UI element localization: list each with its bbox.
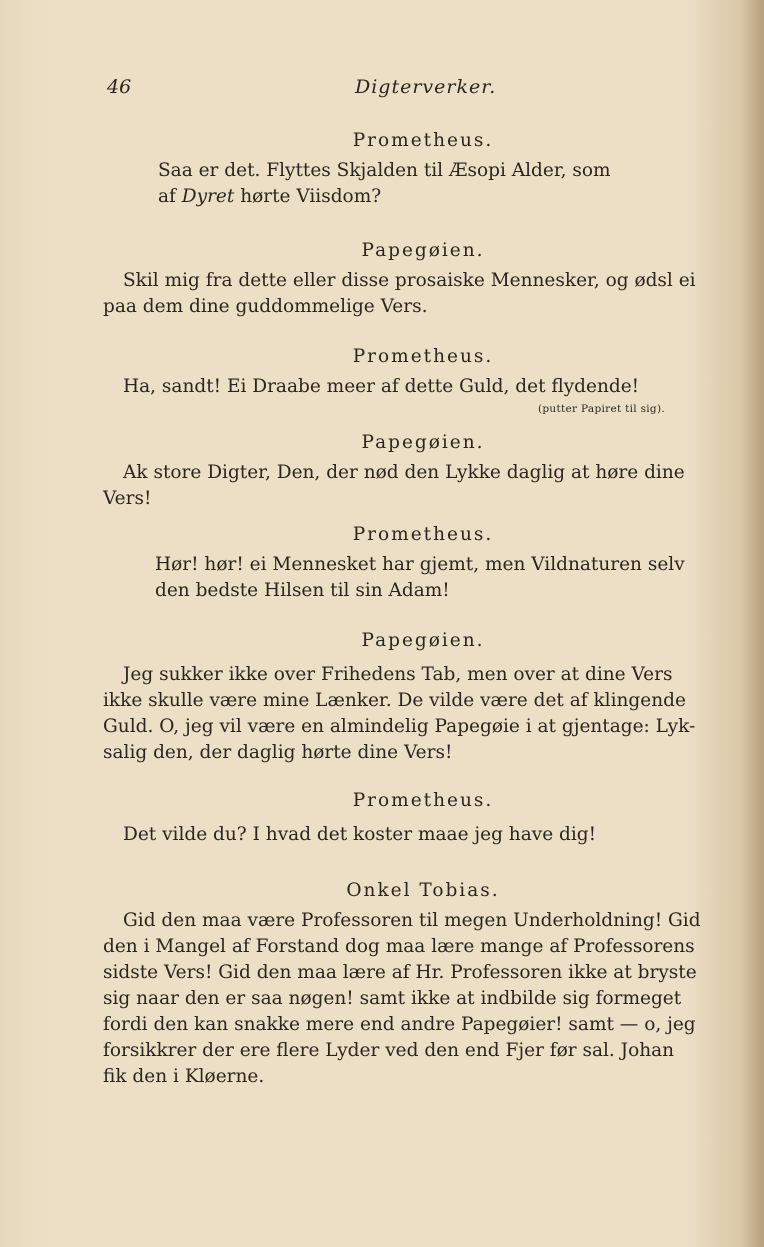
stage-direction: (putter Papiret til sig). <box>538 403 665 415</box>
speech-text <box>103 158 743 210</box>
speech-text <box>103 908 743 1090</box>
speech-text <box>103 822 743 848</box>
speech-line: Hør! hør! ei Mennesket har gjemt, men Vildnaturen selv <box>155 554 685 575</box>
speaker-heading: Prometheus. <box>352 524 494 545</box>
speech-line: den i Mangel af Forstand dog maa lære mange af Professorens <box>103 936 695 957</box>
page-header <box>0 76 764 102</box>
speech-word: hørte Viisdom? <box>240 186 382 207</box>
speaker-heading: Papegøien. <box>361 630 485 651</box>
speech-text <box>103 374 743 400</box>
speaker-heading: Prometheus. <box>352 790 494 811</box>
page-number: 46 <box>107 76 132 98</box>
speech-line: Ak store Digter, Den, der nød den Lykke daglig at høre dine <box>123 462 685 483</box>
speaker-heading: Papegøien. <box>361 240 485 261</box>
italic-word: Dyret <box>181 186 235 207</box>
speech-line: Vers! <box>103 488 152 509</box>
speech-line: sig naar den er saa nøgen! samt ikke at indbilde sig formeget <box>103 988 682 1009</box>
speech-text <box>103 552 743 604</box>
speech-text <box>103 460 743 512</box>
speech-line: Gid den maa være Professoren til megen Underholdning! Gid <box>123 910 701 931</box>
speaker-heading: Prometheus. <box>352 346 494 367</box>
speech-line: Jeg sukker ikke over Frihedens Tab, men over at dine Vers <box>123 664 673 685</box>
speech-word: af <box>158 186 176 207</box>
speech-line: Skil mig fra dette eller disse prosaiske Mennesker, og ødsl ei <box>123 270 696 291</box>
speech-line: Saa er det. Flyttes Skjalden til Æsopi Alder, som <box>158 160 611 181</box>
speech-line: ikke skulle være mine Lænker. De vilde være det af klingende <box>103 690 686 711</box>
speech-line: den bedste Hilsen til sin Adam! <box>155 580 450 601</box>
speech-line: Guld. O, jeg vil være en almindelig Papegøie i at gjentage: Lyk- <box>103 716 696 737</box>
speech-text <box>103 662 743 766</box>
speech-line: salig den, der daglig hørte dine Vers! <box>103 742 453 763</box>
speech-line: Det vilde du? I hvad det koster maae jeg have dig! <box>123 824 597 845</box>
speech-text <box>103 268 743 320</box>
speech-line: sidste Vers! Gid den maa lære af Hr. Professoren ikke at bryste <box>103 962 697 983</box>
speech-line: fordi den kan snakke mere end andre Papegøier! samt — o, jeg <box>103 1014 696 1035</box>
speech-line: paa dem dine guddommelige Vers. <box>103 296 428 317</box>
speaker-heading: Papegøien. <box>361 432 485 453</box>
speech-line: Ha, sandt! Ei Draabe meer af dette Guld, det flydende! <box>123 376 640 397</box>
speaker-heading: Onkel Tobias. <box>346 880 500 901</box>
running-title: Digterverker. <box>355 76 497 98</box>
speech-line: forsikkrer der ere flere Lyder ved den end Fjer før sal. Johan <box>103 1040 675 1061</box>
speech-line: fik den i Kløerne. <box>103 1066 265 1087</box>
page-body <box>103 128 743 1090</box>
speaker-heading: Prometheus. <box>352 130 494 151</box>
speech-line <box>158 184 743 210</box>
